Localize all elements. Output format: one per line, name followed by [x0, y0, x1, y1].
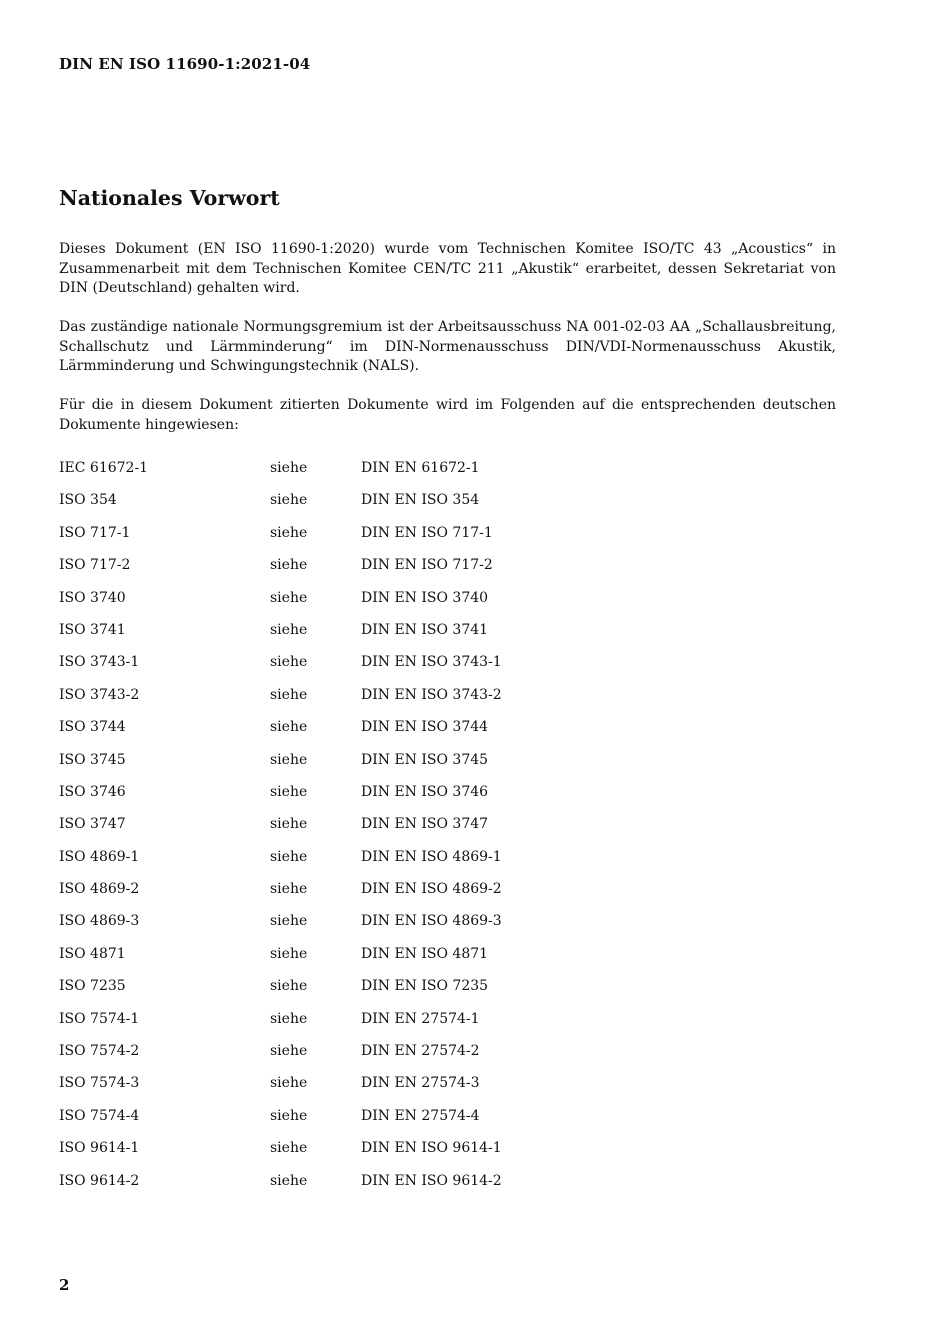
table-row	[59, 557, 659, 589]
table-row	[59, 492, 659, 524]
din-reference: DIN EN 27574-3	[361, 1075, 480, 1092]
siehe-label: siehe	[270, 1010, 308, 1027]
siehe-label: siehe	[270, 945, 308, 962]
din-reference: DIN EN ISO 3747	[361, 816, 489, 833]
table-row	[59, 460, 659, 492]
page-title: Nationales Vorwort	[59, 186, 280, 210]
table-row	[59, 654, 659, 686]
iso-reference: ISO 717-1	[59, 524, 131, 541]
table-row	[59, 687, 659, 719]
iso-reference: ISO 9614-2	[59, 1172, 140, 1189]
din-reference: DIN EN ISO 4869-3	[361, 913, 502, 930]
siehe-label: siehe	[270, 492, 308, 509]
reference-table	[59, 460, 659, 1205]
din-reference: DIN EN ISO 717-2	[361, 557, 493, 574]
din-reference: DIN EN ISO 717-1	[361, 524, 493, 541]
table-row	[59, 622, 659, 654]
table-row	[59, 1173, 659, 1205]
table-row	[59, 946, 659, 978]
din-reference: DIN EN ISO 354	[361, 492, 480, 509]
siehe-label: siehe	[270, 654, 308, 671]
table-row	[59, 525, 659, 557]
table-row	[59, 1140, 659, 1172]
iso-reference: ISO 3747	[59, 816, 126, 833]
din-reference: DIN EN ISO 3743-2	[361, 686, 502, 703]
siehe-label: siehe	[270, 783, 308, 800]
paragraph-references-intro: Für die in diesem Dokument zitierten Dokumente wird im Folgenden auf die entsprechenden deutschen Dokumente hingewiesen:	[59, 397, 836, 433]
table-row	[59, 881, 659, 913]
siehe-label: siehe	[270, 816, 308, 833]
iso-reference: ISO 3743-1	[59, 654, 140, 671]
siehe-label: siehe	[270, 978, 308, 995]
paragraph-committee: Dieses Dokument (EN ISO 11690-1:2020) wurde vom Technischen Komitee ISO/TC 43 „Acoustics“ in Zusammenarbeit mit dem Technischen Komitee CEN/TC 211 „Akustik“ erarbeitet, dessen Sekretariat von DIN (Deutschland) gehalten wird.	[59, 241, 836, 296]
iso-reference: ISO 4869-1	[59, 848, 140, 865]
din-reference: DIN EN ISO 3741	[361, 621, 489, 638]
table-row	[59, 1108, 659, 1140]
din-reference: DIN EN 61672-1	[361, 460, 480, 476]
din-reference: DIN EN 27574-2	[361, 1043, 480, 1060]
iso-reference: ISO 9614-1	[59, 1140, 140, 1157]
din-reference: DIN EN ISO 3740	[361, 589, 489, 606]
din-reference: DIN EN ISO 3746	[361, 783, 489, 800]
siehe-label: siehe	[270, 1075, 308, 1092]
iso-reference: IEC 61672-1	[59, 460, 149, 476]
din-reference: DIN EN ISO 4871	[361, 945, 489, 962]
iso-reference: ISO 4871	[59, 945, 126, 962]
siehe-label: siehe	[270, 1172, 308, 1189]
iso-reference: ISO 7574-3	[59, 1075, 140, 1092]
din-reference: DIN EN ISO 9614-1	[361, 1140, 502, 1157]
din-reference: DIN EN ISO 3745	[361, 751, 489, 768]
table-row	[59, 590, 659, 622]
iso-reference: ISO 4869-2	[59, 881, 140, 898]
siehe-label: siehe	[270, 460, 308, 476]
paragraph-national-body: Das zuständige nationale Normungsgremium ist der Arbeitsausschuss NA 001-02-03 AA „Schallausbreitung, Schallschutz und Lärmminderung“ im DIN-Normenausschuss DIN/VDI-Normenausschuss Akustik, Lärmminderung und Schwingungstechnik (NALS).	[59, 319, 836, 374]
iso-reference: ISO 7574-4	[59, 1107, 140, 1124]
iso-reference: ISO 7574-2	[59, 1043, 140, 1060]
siehe-label: siehe	[270, 686, 308, 703]
siehe-label: siehe	[270, 1043, 308, 1060]
iso-reference: ISO 717-2	[59, 557, 131, 574]
table-row	[59, 913, 659, 945]
table-row	[59, 1011, 659, 1043]
table-row	[59, 784, 659, 816]
iso-reference: ISO 354	[59, 492, 117, 509]
siehe-label: siehe	[270, 1107, 308, 1124]
din-reference: DIN EN ISO 3743-1	[361, 654, 502, 671]
siehe-label: siehe	[270, 589, 308, 606]
din-reference: DIN EN ISO 4869-1	[361, 848, 502, 865]
siehe-label: siehe	[270, 1140, 308, 1157]
table-row	[59, 1075, 659, 1107]
siehe-label: siehe	[270, 557, 308, 574]
table-row	[59, 719, 659, 751]
iso-reference: ISO 3746	[59, 783, 126, 800]
page-number: 2	[59, 1276, 70, 1294]
table-row	[59, 752, 659, 784]
table-row	[59, 1043, 659, 1075]
din-reference: DIN EN ISO 7235	[361, 978, 489, 995]
din-reference: DIN EN ISO 9614-2	[361, 1172, 502, 1189]
reference-table-body	[59, 460, 659, 1205]
siehe-label: siehe	[270, 719, 308, 736]
siehe-label: siehe	[270, 751, 308, 768]
iso-reference: ISO 3741	[59, 621, 126, 638]
din-reference: DIN EN 27574-4	[361, 1107, 480, 1124]
table-row	[59, 816, 659, 848]
iso-reference: ISO 3744	[59, 719, 126, 736]
siehe-label: siehe	[270, 848, 308, 865]
document-header: DIN EN ISO 11690-1:2021-04	[59, 55, 311, 73]
iso-reference: ISO 7574-1	[59, 1010, 140, 1027]
din-reference: DIN EN 27574-1	[361, 1010, 480, 1027]
siehe-label: siehe	[270, 913, 308, 930]
siehe-label: siehe	[270, 621, 308, 638]
siehe-label: siehe	[270, 524, 308, 541]
din-reference: DIN EN ISO 3744	[361, 719, 489, 736]
table-row	[59, 978, 659, 1010]
table-row	[59, 849, 659, 881]
din-reference: DIN EN ISO 4869-2	[361, 881, 502, 898]
iso-reference: ISO 7235	[59, 978, 126, 995]
iso-reference: ISO 3743-2	[59, 686, 140, 703]
iso-reference: ISO 4869-3	[59, 913, 140, 930]
siehe-label: siehe	[270, 881, 308, 898]
iso-reference: ISO 3740	[59, 589, 126, 606]
iso-reference: ISO 3745	[59, 751, 126, 768]
